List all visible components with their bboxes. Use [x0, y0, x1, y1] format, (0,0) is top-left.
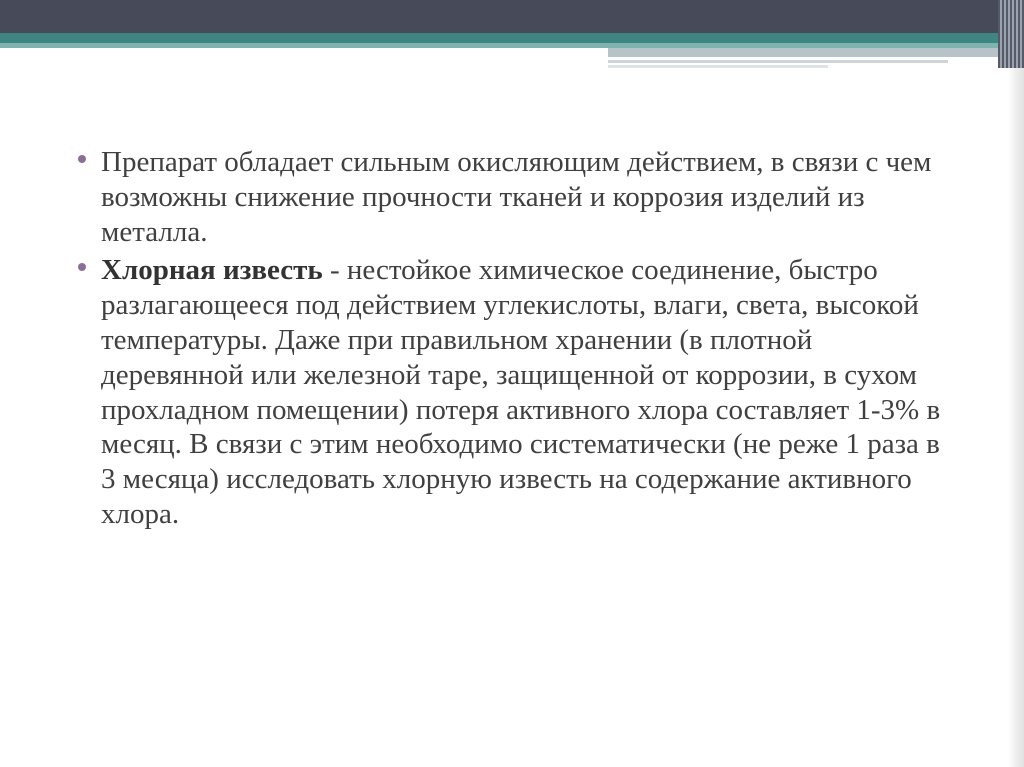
header-grey-line: [608, 60, 948, 63]
bullet-item-2: [76, 253, 956, 531]
page-edge-shadow: [1008, 68, 1024, 767]
header-grey-line-short: [608, 65, 828, 68]
bullet-text: Препарат обладает сильным окисляющим действием, в связи с чем возможны снижение прочности тканей и коррозия изделий из металла.: [101, 146, 932, 248]
header-grey-bar: [608, 48, 1000, 57]
header-dark-bar: [0, 0, 1024, 33]
slide-body: [76, 145, 956, 536]
header-stripes: [998, 0, 1024, 68]
header-teal-bar: [0, 33, 1024, 43]
bullet-dot-icon: [78, 155, 86, 163]
bullet-dot-icon: [78, 263, 86, 271]
bullet-lead-term: Хлорная известь: [101, 254, 323, 287]
bullet-text: - нестойкое химическое соединение, быстро разлагающееся под действием углекислоты, влаги, света, высокой температуры. Даже при правильном хранении (в плотной деревянной или железной таре, защищенной от коррозии, в сухом прохладном помещении) потеря активного хлора составляет 1-3% в месяц. В связи с этим необходимо систематически (не реже 1 раза в 3 месяца) исследовать хлорную известь на содержание активного хлора.: [101, 254, 941, 530]
bullet-item-1: [76, 145, 956, 249]
